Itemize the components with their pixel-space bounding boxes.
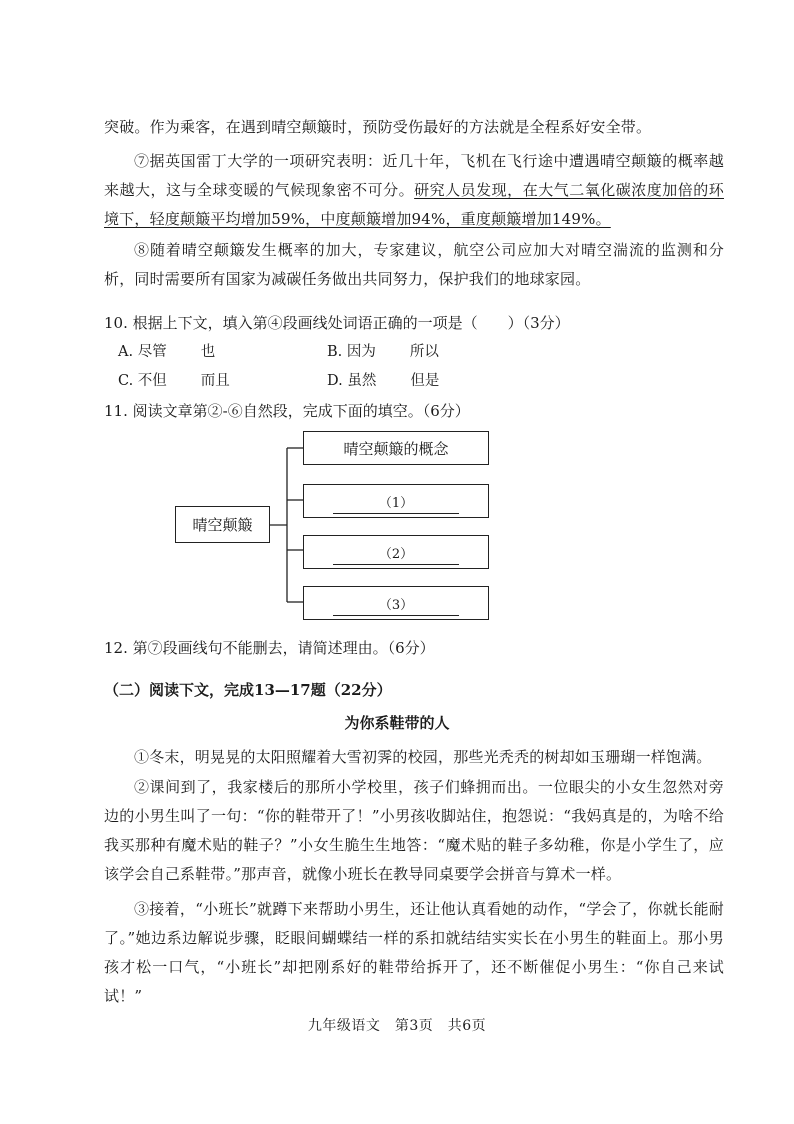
blank-1-field[interactable] <box>333 492 459 511</box>
blank-3-label: （3） <box>378 597 414 613</box>
option-b-label: B. 因为 <box>327 344 376 360</box>
question-12-stem: 12. 第⑦段画线句不能删去，请简述理由。（6分） <box>104 639 435 657</box>
paragraph-8: ⑧随着晴空颠簸发生概率的加大，专家建议，航空公司应加大对晴空湍流的监测和分析，同时需要所有国家为减碳任务做出共同努力，保护我们的地球家园。 <box>104 241 724 288</box>
page-footer: 九年级语文 第3页 共6页 <box>307 1018 487 1034</box>
diagram-blank-3-box <box>303 586 489 620</box>
question-11-stem: 11. 阅读文章第②-⑥自然段，完成下面的填空。（6分） <box>104 402 470 420</box>
blank-1-label: （1） <box>378 495 414 511</box>
diagram-blank-1-box <box>303 484 489 518</box>
blank-2-underline <box>333 564 459 565</box>
diagram-concept-label: 晴空颠簸的概念 <box>343 439 449 458</box>
option-a-word: 也 <box>200 344 216 360</box>
passage-title: 为你系鞋带的人 <box>344 714 450 732</box>
question-10-stem: 10. 根据上下文，填入第④段画线处词语正确的一项是（ ）（3分） <box>104 314 570 332</box>
blank-3-field[interactable] <box>333 594 459 613</box>
blank-2-field[interactable] <box>333 543 459 562</box>
section-2-heading: （二）阅读下文，完成13—17题（22分） <box>104 681 392 699</box>
option-c-word: 而且 <box>200 373 230 389</box>
paragraph-6-end: 突破。作为乘客，在遇到晴空颠簸时，预防受伤最好的方法就是全程系好安全带。 <box>104 118 652 136</box>
option-d-word: 但是 <box>410 373 440 389</box>
option-b-word: 所以 <box>409 344 439 360</box>
paragraph-3: ③接着，“小班长”就蹲下来帮助小男生，还让他认真看她的动作，“学会了，你就长能耐了。”她边系边解说步骤，眨眼间蝴蝶结一样的系扣就结结实实长在小男生的鞋面上。那小男孩才松一口气，“小班长”却把刚系好的鞋带给拆开了，还不断催促小男生：“你自己来试试！” <box>104 900 724 1005</box>
paragraph-7-underlined-sentence: 研究人员发现，在大气二氧化碳浓度加倍的环境下，轻度颠簸平均增加59%，中度颠簸增加94%，重度颠簸增加149%。 <box>104 181 724 228</box>
diagram-concept-box <box>303 431 489 465</box>
option-c-label: C. 不但 <box>118 373 167 389</box>
diagram-root-box <box>175 506 270 543</box>
paragraph-1: ①冬末，明晃晃的太阳照耀着大雪初霁的校园，那些光秃秃的树却如玉珊瑚一样饱满。 <box>134 748 712 766</box>
paragraph-7-text: ⑦据英国雷丁大学的一项研究表明：近几十年，飞机在飞行途中遭遇晴空颠簸的概率越来越大，这与全球变暖的气候现象密不可分。 <box>104 152 724 199</box>
blank-3-underline <box>333 615 459 616</box>
blank-2-label: （2） <box>378 546 414 562</box>
diagram-root-label: 晴空颠簸 <box>192 516 253 534</box>
blank-1-underline <box>333 513 459 514</box>
option-d-label: D. 虽然 <box>327 373 377 389</box>
paragraph-2: ②课间到了，我家楼后的那所小学校里，孩子们蜂拥而出。一位眼尖的小女生忽然对旁边的小男生叫了一句：“你的鞋带开了！”小男孩收脚站住，抱怨说：“我妈真是的，为啥不给我买那种有魔术贴的鞋子？”小女生脆生生地答：“魔术贴的鞋子多幼稚，你是小学生了，应该学会自己系鞋带。”那声音，就像小班长在教导同桌要学会拼音与算术一样。 <box>104 778 724 883</box>
option-a-label: A. 尽管 <box>118 344 167 360</box>
diagram-blank-2-box <box>303 535 489 569</box>
